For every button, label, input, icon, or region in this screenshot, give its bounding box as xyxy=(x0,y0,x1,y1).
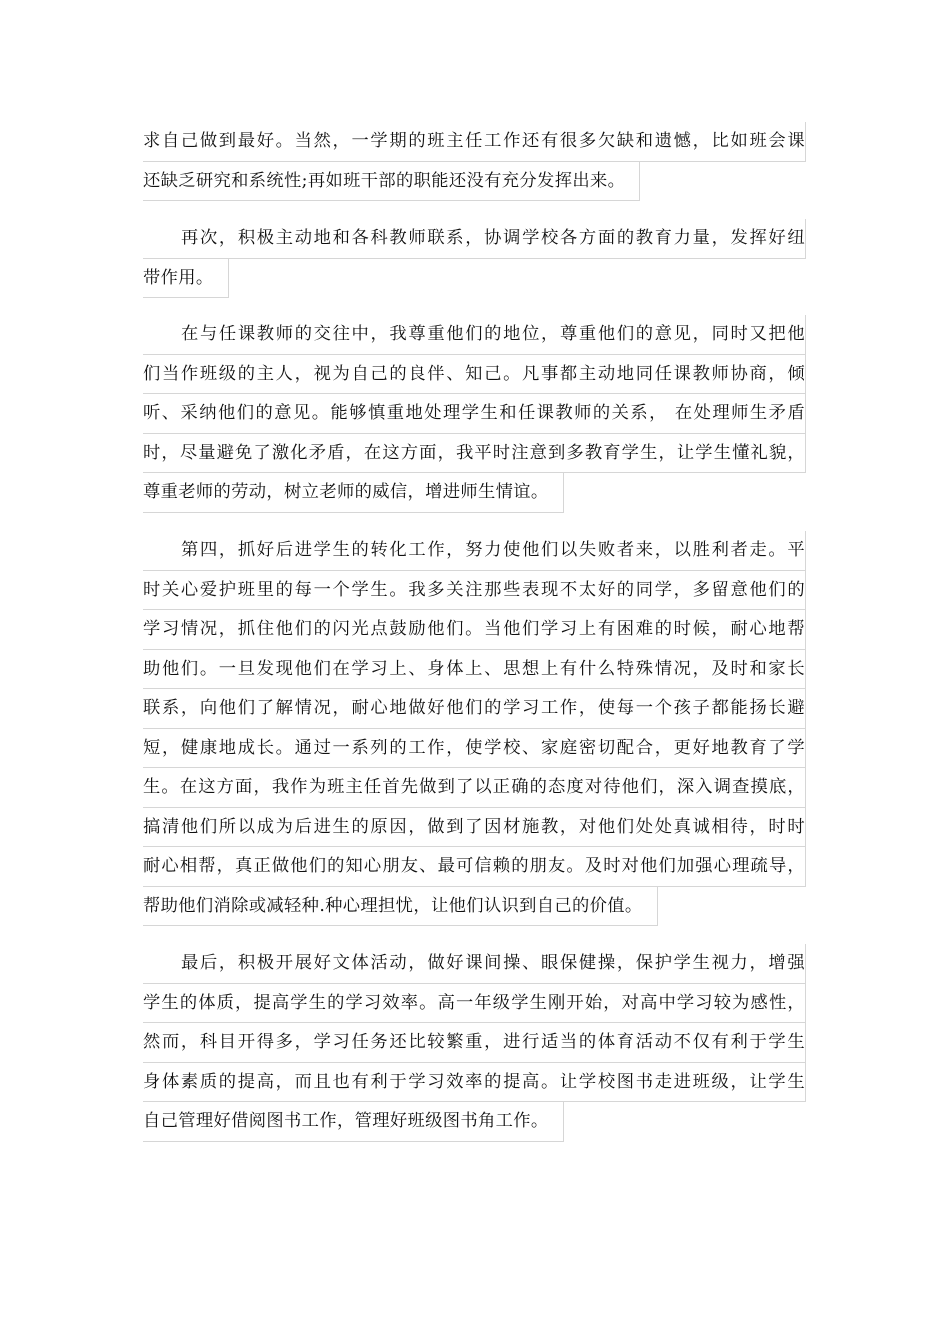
paragraph-line: 学生的体质，提高学生的学习效率。高一年级学生刚开始，对高中学习较为感性， xyxy=(143,984,806,1024)
paragraph-line: 在与任课教师的交往中，我尊重他们的地位，尊重他们的意见，同时又把他 xyxy=(143,315,806,355)
paragraph-line: 再次，积极主动地和各科教师联系，协调学校各方面的教育力量，发挥好纽 xyxy=(143,219,806,259)
paragraph-line: 第四，抓好后进学生的转化工作，努力使他们以失败者来，以胜利者走。平 xyxy=(143,531,806,571)
paragraph-line: 学习情况，抓住他们的闪光点鼓励他们。当他们学习上有困难的时候，耐心地帮 xyxy=(143,610,806,650)
paragraph-line: 身体素质的提高，而且也有利于学习效率的提高。让学校图书走进班级，让学生 xyxy=(143,1063,806,1103)
paragraph-1 xyxy=(143,122,806,201)
paragraph-line: 帮助他们消除或减轻种.种心理担忧，让他们认识到自己的价值。 xyxy=(143,887,658,927)
paragraph-line: 还缺乏研究和系统性;再如班干部的职能还没有充分发挥出来。 xyxy=(143,162,640,202)
paragraph-line: 时关心爱护班里的每一个学生。我多关注那些表现不太好的同学，多留意他们的 xyxy=(143,571,806,611)
paragraph-2 xyxy=(143,219,806,298)
paragraph-line: 听、采纳他们的意见。能够慎重地处理学生和任课教师的关系， 在处理师生矛盾 xyxy=(143,394,806,434)
paragraph-line: 短，健康地成长。通过一系列的工作，使学校、家庭密切配合，更好地教育了学 xyxy=(143,729,806,769)
paragraph-4 xyxy=(143,531,806,926)
paragraph-3 xyxy=(143,315,806,513)
paragraph-line: 生。在这方面，我作为班主任首先做到了以正确的态度对待他们，深入调查摸底， xyxy=(143,768,806,808)
paragraph-line: 最后，积极开展好文体活动，做好课间操、眼保健操，保护学生视力，增强 xyxy=(143,944,806,984)
paragraph-5 xyxy=(143,944,806,1142)
paragraph-line: 求自己做到最好。当然，一学期的班主任工作还有很多欠缺和遗憾，比如班会课 xyxy=(143,122,806,162)
paragraph-line: 耐心相帮，真正做他们的知心朋友、最可信赖的朋友。及时对他们加强心理疏导， xyxy=(143,847,806,887)
paragraph-line: 们当作班级的主人，视为自己的良伴、知己。凡事都主动地同任课教师协商，倾 xyxy=(143,355,806,395)
paragraph-line: 带作用。 xyxy=(143,259,229,299)
paragraph-line: 尊重老师的劳动，树立老师的威信，增进师生情谊。 xyxy=(143,473,564,513)
paragraph-line: 然而，科目开得多，学习任务还比较繁重，进行适当的体育活动不仅有利于学生 xyxy=(143,1023,806,1063)
paragraph-line: 联系，向他们了解情况，耐心地做好他们的学习工作，使每一个孩子都能扬长避 xyxy=(143,689,806,729)
paragraph-line: 时，尽量避免了激化矛盾，在这方面，我平时注意到多教育学生，让学生懂礼貌， xyxy=(143,434,806,474)
paragraph-line: 搞清他们所以成为后进生的原因，做到了因材施教，对他们处处真诚相待，时时 xyxy=(143,808,806,848)
paragraph-line: 助他们。一旦发现他们在学习上、身体上、思想上有什么特殊情况，及时和家长 xyxy=(143,650,806,690)
paragraph-line: 自己管理好借阅图书工作，管理好班级图书角工作。 xyxy=(143,1102,564,1142)
